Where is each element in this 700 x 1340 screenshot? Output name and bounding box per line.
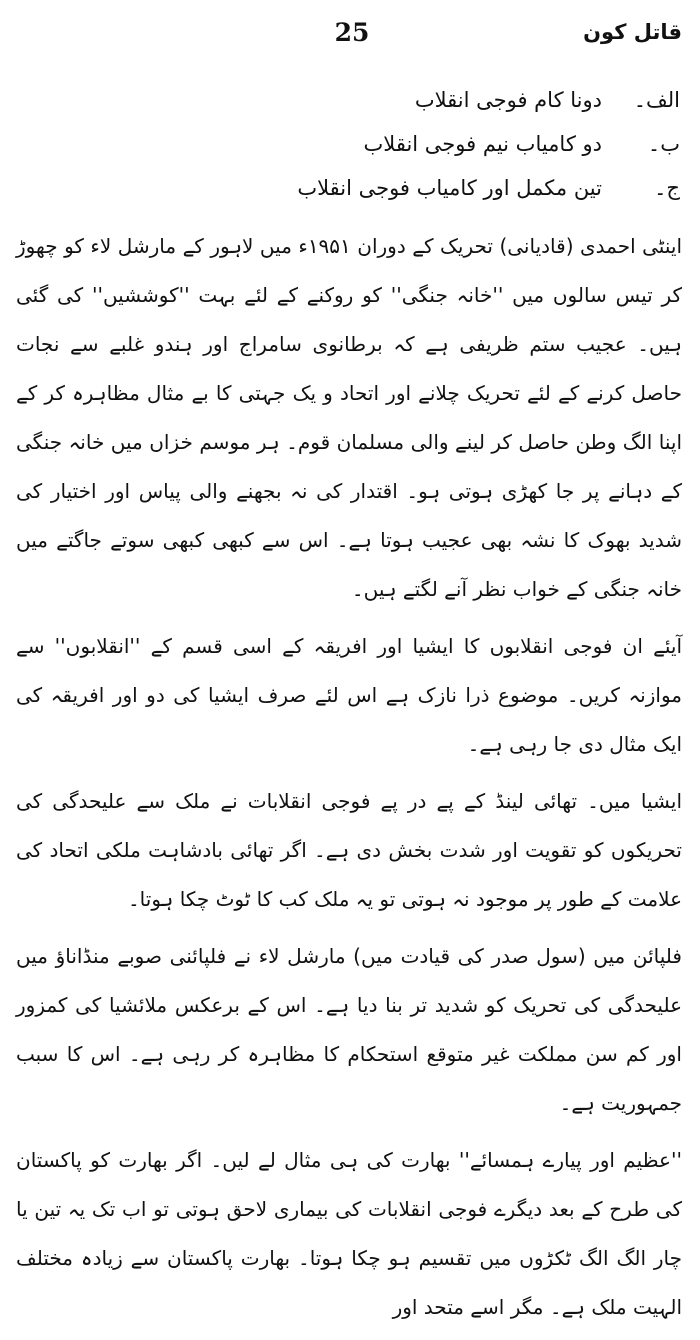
list-item-text: دونا کام فوجی انقلاب <box>414 88 602 112</box>
page-header <box>0 14 700 54</box>
paragraph: آیئے ان فوجی انقلابوں کا ایشیا اور افریقہ کے اسی قسم کے ''انقلابوں'' سے موازنہ کریں۔ موضوع ذرا نازک ہے اس لئے صرف ایشیا کی دو اور افریقہ کی ایک مثال دی جا رہی ہے۔ <box>16 634 682 756</box>
paragraph: فلپائن میں (سول صدر کی قیادت میں) مارشل لاء نے فلپائنی صوبے منڈاناؤ میں علیحدگی کی تحریک کو شدید تر بنا دیا ہے۔ اس کے برعکس ملائشیا کی کمزور اور کم سن مملکت غیر متوقع استحکام کا مظاہرہ کر رہی ہے۔ اس کا سبب جمہوریت ہے۔ <box>16 944 682 1115</box>
lettered-list <box>20 78 680 210</box>
list-marker: ب۔ <box>647 132 680 156</box>
paragraph: ایشیا میں۔ تھائی لینڈ کے پے در پے فوجی انقلابات نے ملک سے علیحدگی کی تحریکوں کو تقویت اور شدت بخش دی ہے۔ اگر تھائی بادشاہت ملکی اتحاد کی علامت کے طور پر موجود نہ ہوتی تو یہ ملک کب کا ٹوٹ چکا ہوتا۔ <box>16 789 682 911</box>
list-item <box>20 122 680 166</box>
body-text <box>16 222 682 1340</box>
list-item-text: دو کامیاب نیم فوجی انقلاب <box>363 132 602 156</box>
paragraph: ''عظیم اور پیارے ہمسائے'' بھارت کی ہی مثال لے لیں۔ اگر بھارت کو پاکستان کی طرح کے بعد دیگرے فوجی انقلابات کی بیماری لاحق ہوتی تو اب تک یہ تین یا چار الگ الگ ٹکڑوں میں تقسیم ہو چکا ہوتا۔ بھارت پاکستان سے زیادہ مختلف الہیت ملک ہے۔ مگر اسے متحد اور <box>16 1148 682 1319</box>
paragraph: اینٹی احمدی (قادیانی) تحریک کے دوران ۱۹۵۱ء میں لاہور کے مارشل لاء کو چھوڑ کر تیس سالوں میں ''خانہ جنگی'' کو روکنے کے لئے بہت ''کوششیں'' کی گئی ہیں۔ عجیب ستم ظریفی ہے کہ برطانوی سامراج اور ہندو غلبے سے نجات حاصل کرنے کے لئے تحریک چلانے اور اتحاد و یک جہتی کا بے مثال مظاہرہ کر کے اپنا الگ وطن حاصل کر لینے والی مسلمان قوم۔ ہر موسم خزاں میں خانہ جنگی کے دہانے پر جا کھڑی ہوتی ہو۔ اقتدار کی نہ بجھنے والی پیاس اور اختیار کی شدید بھوک کا نشہ بھی عجیب ہوتا ہے۔ اس سے کبھی کبھی سوتے جاگتے میں خانہ جنگی کے خواب نظر آنے لگتے ہیں۔ <box>16 234 683 601</box>
list-marker: ج۔ <box>654 176 680 200</box>
list-marker: الف۔ <box>633 88 680 112</box>
list-item <box>20 166 680 210</box>
list-item-text: تین مکمل اور کامیاب فوجی انقلاب <box>297 176 602 200</box>
list-item <box>20 78 680 122</box>
running-title: قاتل کون <box>583 20 682 44</box>
page-number: 25 <box>334 18 370 47</box>
